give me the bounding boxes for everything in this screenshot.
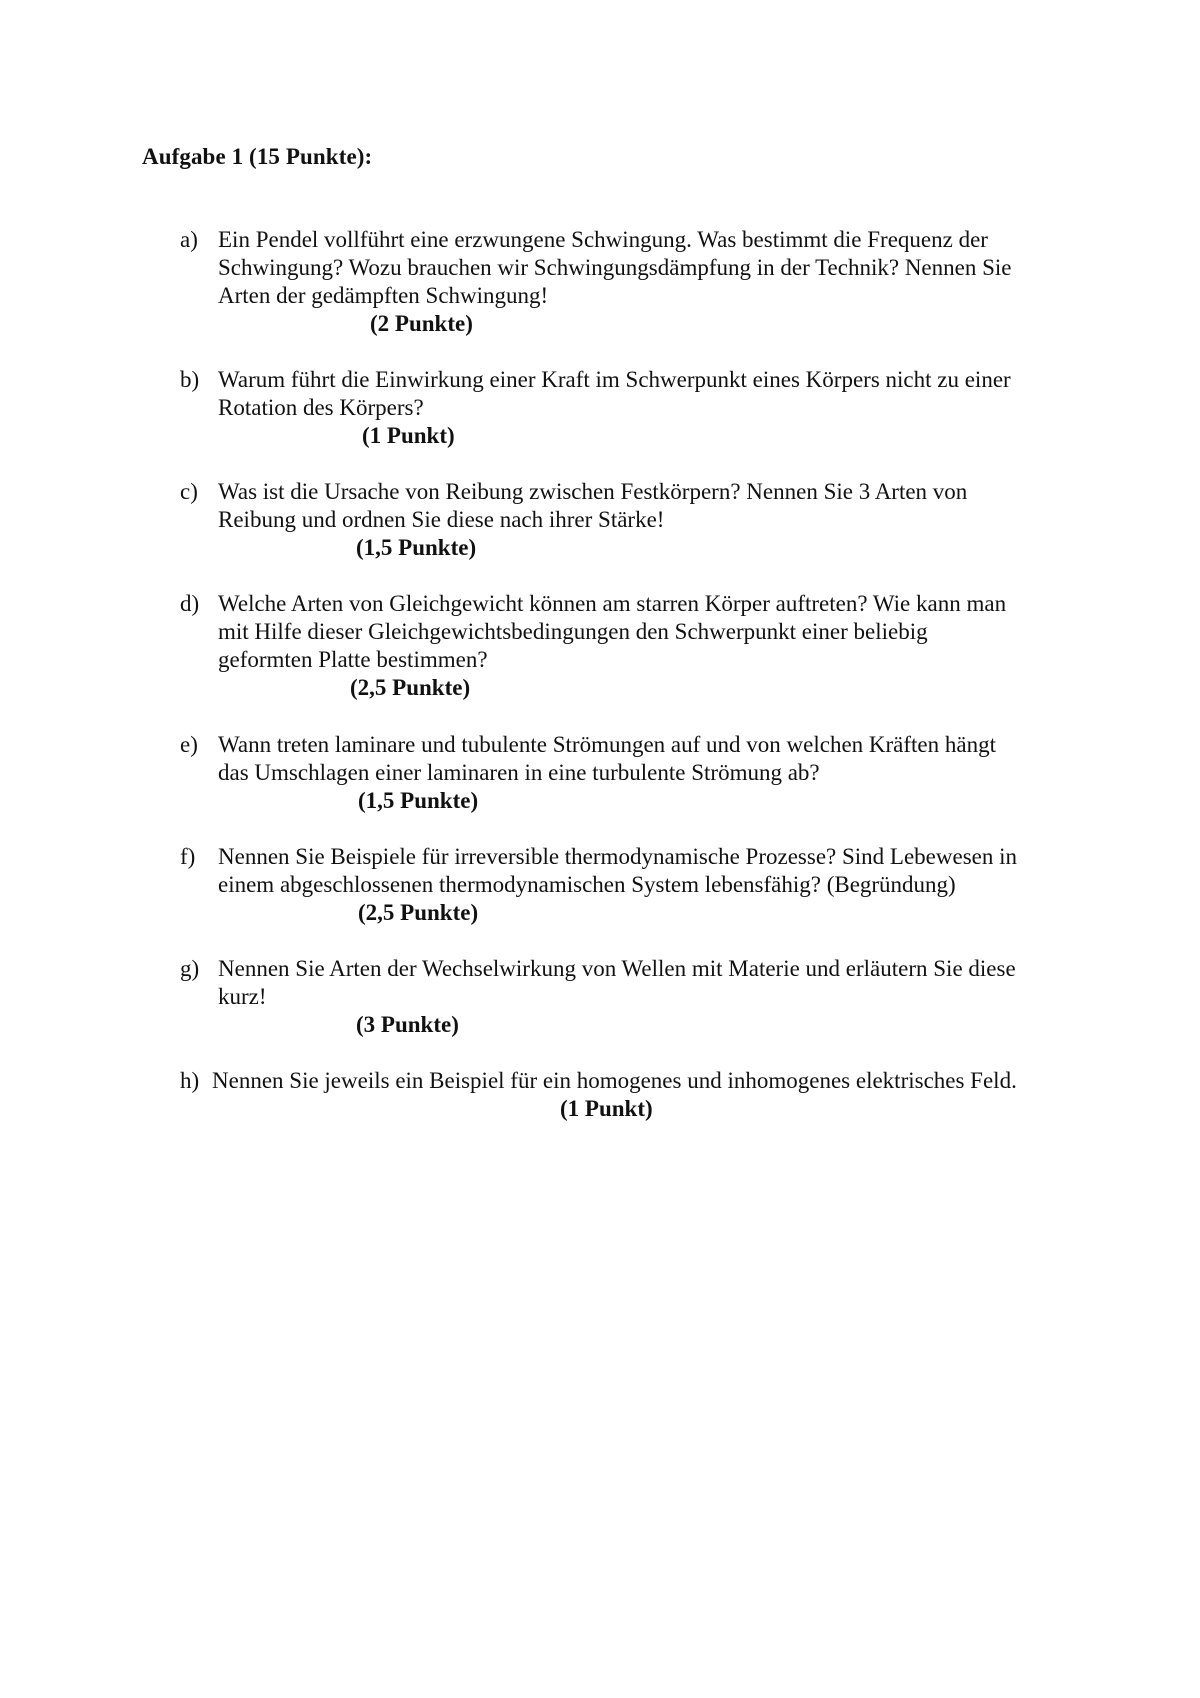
task-question: Warum führt die Einwirkung einer Kraft im Schwerpunkt eines Körpers nicht zu einer Rotation des Körpers? [218, 367, 1011, 420]
task-question: Nennen Sie Arten der Wechselwirkung von Wellen mit Materie und erläutern Sie diese kurz! [218, 956, 1016, 1009]
task-marker: d) [180, 591, 200, 616]
task-question: Welche Arten von Gleichgewicht können am starren Körper auftreten? Wie kann man mit Hilfe dieser Gleichgewichtsbedingungen den Schwerpunkt einer beliebig geformten Platte bestimmen? [218, 591, 1007, 672]
task-points: (2,5 Punkte) [358, 900, 479, 925]
task-marker: g) [180, 956, 200, 981]
task-points: (2,5 Punkte) [350, 675, 471, 700]
task-points: (2 Punkte) [370, 311, 473, 336]
task-question: Ein Pendel vollführt eine erzwungene Schwingung. Was bestimmt die Frequenz der Schwingung? Wozu brauchen wir Schwingungsdämpfung in der Technik? Nennen Sie Arten der gedämpften Schwingung! [218, 227, 1012, 308]
task-item-b [180, 366, 1080, 450]
task-item-g [180, 955, 1080, 1039]
task-marker: a) [180, 227, 198, 252]
exercise-heading: Aufgabe 1 (15 Punkte): [142, 144, 373, 169]
task-item-h [180, 1067, 1080, 1123]
task-marker: e) [180, 732, 198, 757]
task-points: (1,5 Punkte) [358, 788, 479, 813]
task-marker: b) [180, 367, 200, 392]
task-item-e [180, 731, 1080, 815]
task-item-a [180, 226, 1080, 338]
task-item-c [180, 478, 1080, 562]
task-points: (1,5 Punkte) [356, 535, 477, 560]
task-points: (1 Punkt) [362, 423, 455, 448]
task-question: Nennen Sie jeweils ein Beispiel für ein homogenes und inhomogenes elektrisches Feld. [212, 1068, 1017, 1093]
task-item-f [180, 843, 1080, 927]
task-question: Was ist die Ursache von Reibung zwischen Festkörpern? Nennen Sie 3 Arten von Reibung und ordnen Sie diese nach ihrer Stärke! [218, 479, 968, 532]
task-points: (1 Punkt) [560, 1096, 653, 1121]
task-question: Nennen Sie Beispiele für irreversible thermodynamische Prozesse? Sind Lebewesen in einem abgeschlossenen thermodynamischen System lebensfähig? (Begründung) [218, 844, 1018, 897]
task-marker: c) [180, 479, 198, 504]
task-question: Wann treten laminare und tubulente Strömungen auf und von welchen Kräften hängt das Umschlagen einer laminaren in eine turbulente Strömung ab? [218, 732, 996, 785]
task-item-d [180, 590, 1080, 702]
task-points: (3 Punkte) [356, 1012, 459, 1037]
task-marker: f) [180, 844, 196, 869]
task-marker: h) [180, 1068, 200, 1093]
